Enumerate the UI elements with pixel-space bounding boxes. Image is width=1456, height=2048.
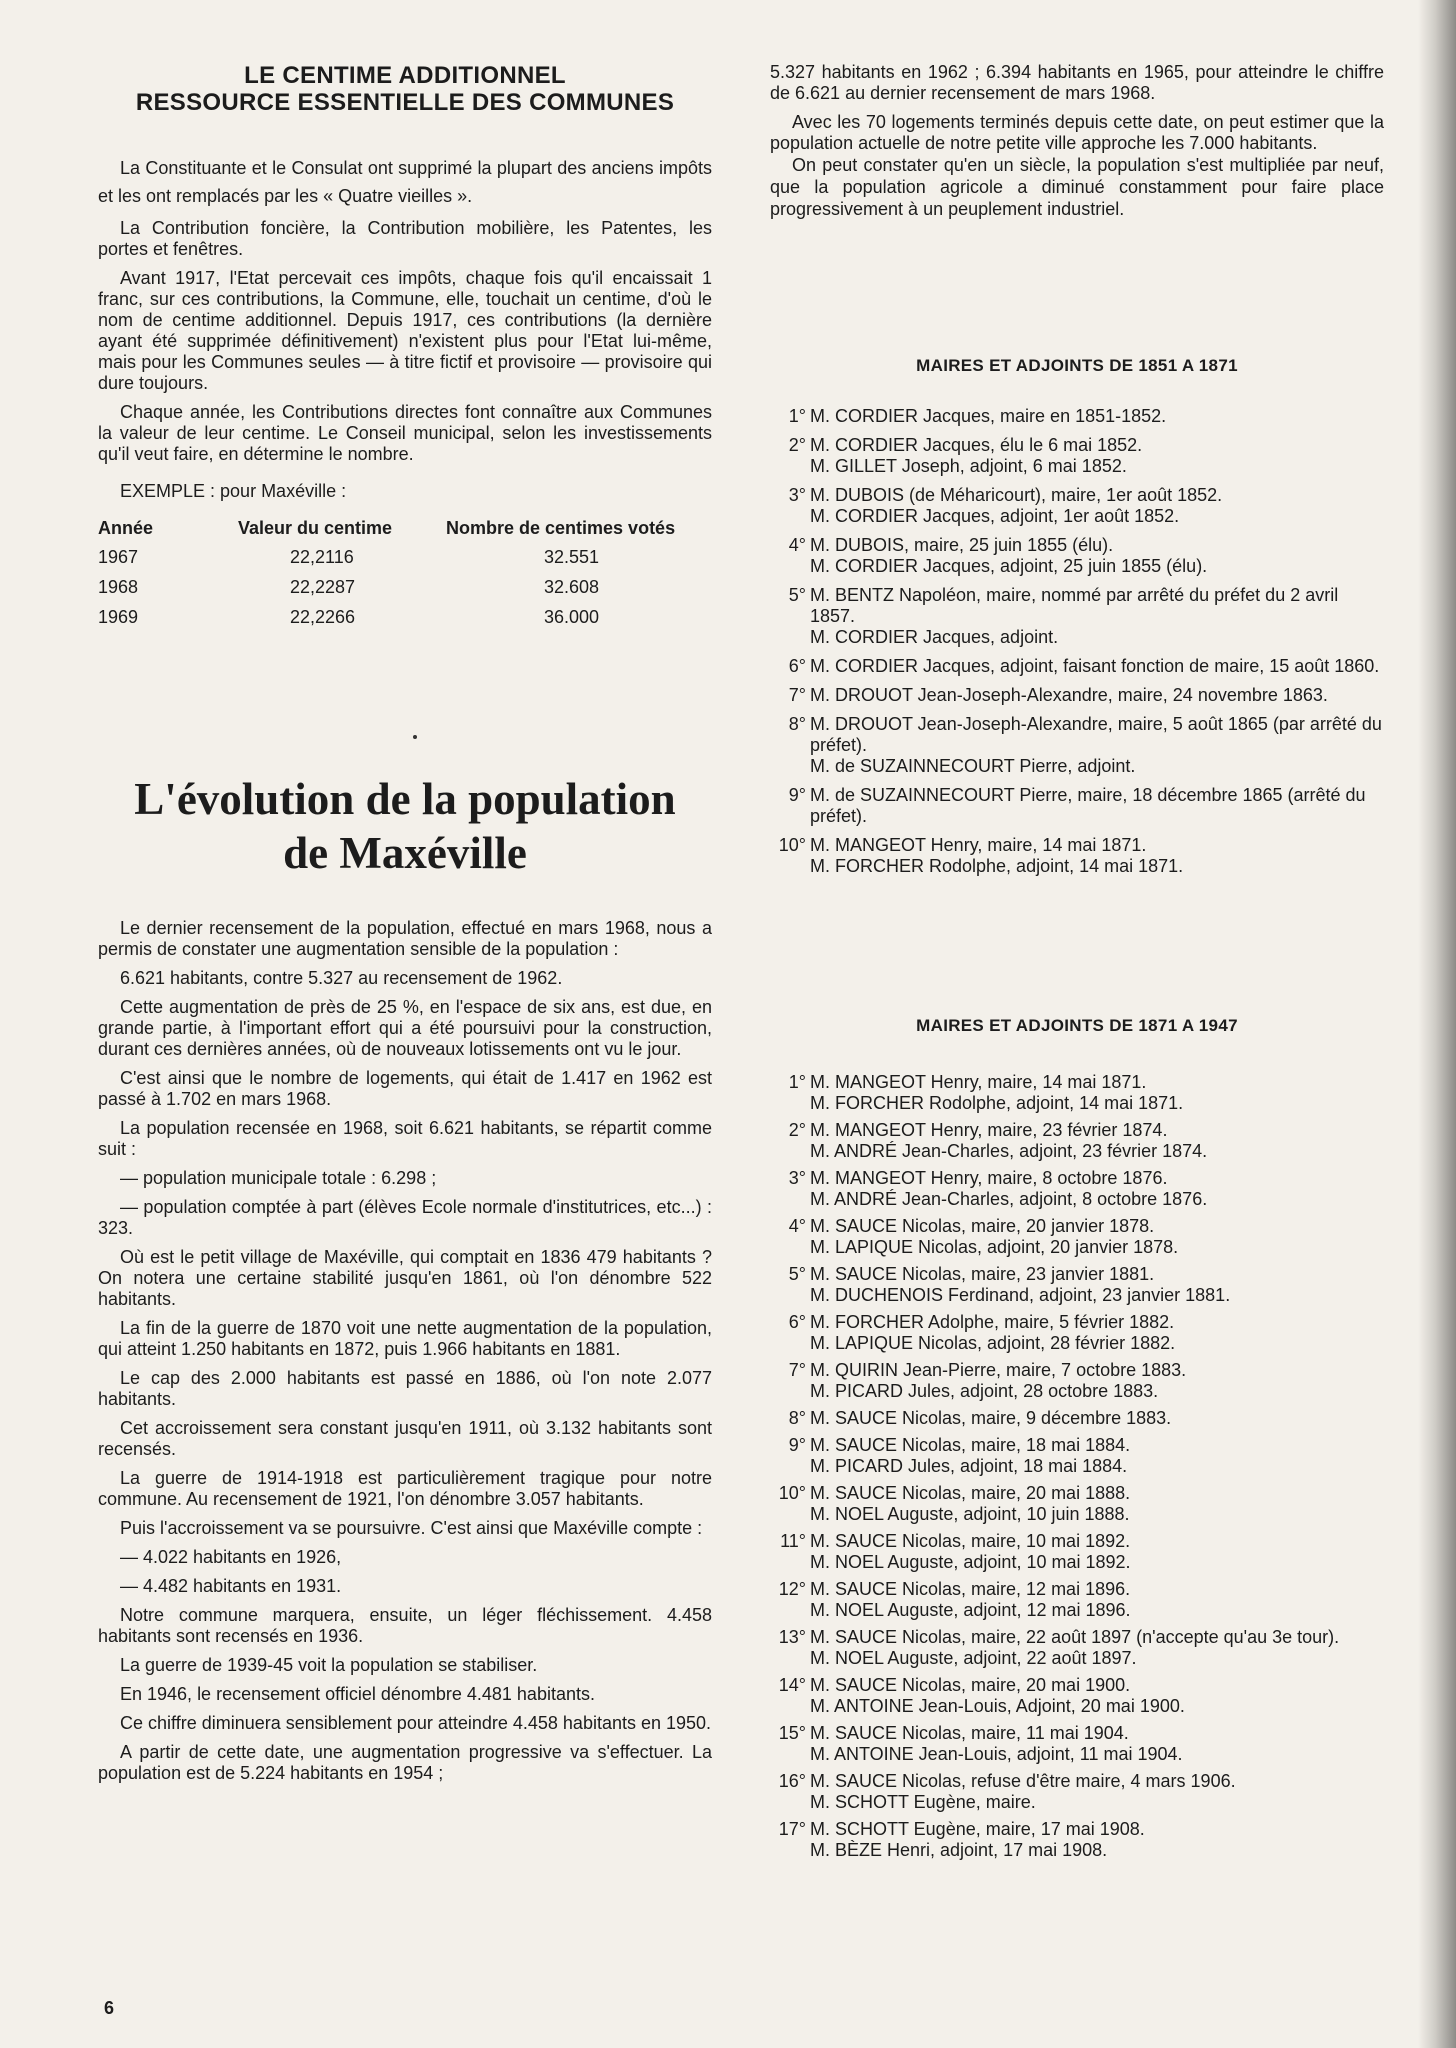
- entry-lines: [810, 785, 1384, 827]
- entry-line: M. CORDIER Jacques, adjoint, faisant fonction de maire, 15 août 1860.: [810, 656, 1380, 676]
- entry-number: 7°: [788, 1360, 806, 1380]
- entry-line: M. ANDRÉ Jean-Charles, adjoint, 8 octobre 1876.: [810, 1189, 1208, 1209]
- centime-title-line1: LE CENTIME ADDITIONNEL: [244, 62, 566, 89]
- entry-lines: [810, 835, 1384, 877]
- evolution-paragraph: La guerre de 1939-45 voit la population se stabiliser.: [120, 1655, 538, 1675]
- evolution-paragraph: Avec les 70 logements terminés depuis cette date, on peut estimer que la population actuelle de notre petite ville approche les 7.000 habitants.: [770, 112, 1384, 153]
- entry-lines: [810, 656, 1384, 677]
- table-cell: 1968: [98, 576, 139, 597]
- evolution-paragraph: A partir de cette date, une augmentation progressive va s'effectuer. La population est de 5.224 habitants en 1954 ;: [98, 1742, 712, 1783]
- entry-lines: [810, 1072, 1384, 1114]
- list-item: [770, 835, 1384, 877]
- list-item: [770, 435, 1384, 477]
- list-item: [770, 714, 1384, 777]
- entry-line: M. LAPIQUE Nicolas, adjoint, 28 février 1882.: [810, 1333, 1176, 1353]
- entry-line: M. MANGEOT Henry, maire, 14 mai 1871.: [810, 1072, 1147, 1092]
- entry-line: M. PICARD Jules, adjoint, 28 octobre 1883.: [810, 1381, 1159, 1401]
- list-item: [770, 1072, 1384, 1114]
- entry-lines: [810, 435, 1384, 477]
- list-item: [770, 1360, 1384, 1402]
- entry-line: M. SAUCE Nicolas, maire, 20 janvier 1878.: [810, 1216, 1155, 1236]
- evolution-paragraph: Cet accroissement sera constant jusqu'en 1911, où 3.132 habitants sont recensés.: [98, 1418, 712, 1459]
- centime-paragraph: Chaque année, les Contributions directes font connaître aux Communes la valeur de leur centime. Le Conseil municipal, selon les investissements qu'il veut faire, en détermine le nombre.: [98, 402, 712, 464]
- table-cell: 22,2266: [290, 606, 356, 627]
- entry-lines: [810, 1120, 1384, 1162]
- entry-line: M. CORDIER Jacques, élu le 6 mai 1852.: [810, 435, 1143, 455]
- entry-number: 5°: [788, 585, 806, 605]
- entry-lines: [810, 585, 1384, 648]
- entry-lines: [810, 1168, 1384, 1210]
- list-item: [770, 1819, 1384, 1861]
- entry-lines: [810, 1819, 1384, 1861]
- entry-line: M. SAUCE Nicolas, maire, 18 mai 1884.: [810, 1435, 1131, 1455]
- table-cell: 1967: [98, 546, 139, 567]
- entry-line: M. SAUCE Nicolas, maire, 12 mai 1896.: [810, 1579, 1131, 1599]
- evolution-title: [98, 772, 712, 880]
- list-item: [770, 1723, 1384, 1765]
- entry-line: M. DUBOIS, maire, 25 juin 1855 (élu).: [810, 535, 1114, 555]
- evolution-paragraph: — population comptée à part (élèves Ecole normale d'institutrices, etc...) : 323.: [98, 1197, 712, 1238]
- entry-line: M. NOEL Auguste, adjoint, 22 août 1897.: [810, 1648, 1137, 1668]
- list-item: [770, 485, 1384, 527]
- evolution-paragraph: On peut constater qu'en un siècle, la population s'est multipliée par neuf, que la population agricole a diminué constamment pour faire place progressivement à un peuplement industriel.: [770, 155, 1384, 219]
- list-item: [770, 785, 1384, 827]
- entry-number: 2°: [788, 435, 806, 455]
- entry-line: M. DROUOT Jean-Joseph-Alexandre, maire, 24 novembre 1863.: [810, 685, 1328, 705]
- list-item: [770, 1120, 1384, 1162]
- entry-line: M. SAUCE Nicolas, maire, 20 mai 1900.: [810, 1675, 1131, 1695]
- entry-line: M. FORCHER Adolphe, maire, 5 février 1882.: [810, 1312, 1175, 1332]
- list-item: [770, 656, 1384, 677]
- entry-line: M. CORDIER Jacques, maire en 1851-1852.: [810, 406, 1167, 426]
- list-item: [770, 406, 1384, 427]
- table-header: Année: [98, 517, 154, 538]
- centime-body: [98, 154, 712, 632]
- entry-line: M. ANTOINE Jean-Louis, Adjoint, 20 mai 1900.: [810, 1696, 1185, 1716]
- entry-line: M. BÈZE Henri, adjoint, 17 mai 1908.: [810, 1840, 1108, 1860]
- table-row: [98, 602, 712, 632]
- entry-line: M. CORDIER Jacques, adjoint, 25 juin 1855 (élu).: [810, 556, 1208, 576]
- entry-line: M. NOEL Auguste, adjoint, 12 mai 1896.: [810, 1600, 1131, 1620]
- entry-number: 9°: [788, 785, 806, 805]
- list-item: [770, 1675, 1384, 1717]
- entry-lines: [810, 1723, 1384, 1765]
- centime-title-line2: RESSOURCE ESSENTIELLE DES COMMUNES: [135, 89, 675, 116]
- table-header: Valeur du centime: [238, 517, 393, 538]
- evolution-paragraph: Ce chiffre diminuera sensiblement pour atteindre 4.458 habitants en 1950.: [120, 1713, 712, 1733]
- centime-paragraph: Avant 1917, l'Etat percevait ces impôts, chaque fois qu'il encaissait 1 franc, sur ces contributions, la Commune, elle, touchait un centime, d'où le nom de centime additionnel. Depuis 1917, ces contributions (la dernière ayant été supprimée définitivement) n'existent plus pour l'Etat lui-même, mais pour les Communes seules — à titre fictif et provisoire — provisoire qui dure toujours.: [98, 268, 712, 393]
- entry-number: 15°: [778, 1723, 806, 1743]
- evolution-paragraph: 6.621 habitants, contre 5.327 au recensement de 1962.: [120, 968, 563, 988]
- entry-number: 1°: [788, 406, 806, 426]
- table-cell: 1969: [98, 606, 139, 627]
- entry-line: M. ANTOINE Jean-Louis, adjoint, 11 mai 1904.: [810, 1744, 1183, 1764]
- evolution-paragraph: Où est le petit village de Maxéville, qui comptait en 1836 479 habitants ? On notera une certaine stabilité jusqu'en 1861, où l'on dénombre 522 habitants.: [98, 1247, 712, 1309]
- evolution-paragraph: — population municipale totale : 6.298 ;: [120, 1168, 437, 1188]
- evolution-paragraph: Puis l'accroissement va se poursuivre. C'est ainsi que Maxéville compte :: [120, 1518, 703, 1538]
- entry-number: 14°: [778, 1675, 806, 1695]
- entry-lines: [810, 1408, 1384, 1429]
- entry-line: M. CORDIER Jacques, adjoint, 1er août 1852.: [810, 506, 1180, 526]
- table-cell: 32.608: [544, 576, 600, 597]
- mayors-1851-title: MAIRES ET ADJOINTS DE 1851 A 1871: [916, 356, 1238, 375]
- entry-line: M. CORDIER Jacques, adjoint.: [810, 627, 1059, 647]
- mayors-1851-section: [770, 356, 1384, 877]
- entry-line: M. SAUCE Nicolas, maire, 11 mai 1904.: [810, 1723, 1129, 1743]
- entry-line: M. DUBOIS (de Méharicourt), maire, 1er août 1852.: [810, 485, 1223, 505]
- entry-number: 17°: [778, 1819, 806, 1839]
- centime-paragraph: La Constituante et le Consulat ont supprimé la plupart des anciens impôts et les ont remplacés par les « Quatre vieilles ».: [98, 158, 712, 206]
- table-header-row: [98, 514, 712, 542]
- list-item: [770, 1168, 1384, 1210]
- centime-title: [98, 62, 712, 116]
- mayors-1871-title: MAIRES ET ADJOINTS DE 1871 A 1947: [916, 1016, 1238, 1035]
- entry-number: 6°: [788, 1312, 806, 1332]
- entry-line: M. SAUCE Nicolas, refuse d'être maire, 4 mars 1906.: [810, 1771, 1236, 1791]
- evolution-paragraph: En 1946, le recensement officiel dénombre 4.481 habitants.: [120, 1684, 595, 1704]
- entry-number: 3°: [788, 485, 806, 505]
- entry-line: M. SCHOTT Eugène, maire.: [810, 1792, 1036, 1812]
- entry-lines: [810, 1771, 1384, 1813]
- entry-number: 10°: [778, 835, 806, 855]
- evolution-body: [98, 918, 712, 1784]
- entry-lines: [810, 406, 1384, 427]
- entry-line: M. FORCHER Rodolphe, adjoint, 14 mai 1871.: [810, 1093, 1184, 1113]
- entry-line: M. MANGEOT Henry, maire, 14 mai 1871.: [810, 835, 1147, 855]
- entry-line: M. PICARD Jules, adjoint, 18 mai 1884.: [810, 1456, 1128, 1476]
- list-item: [770, 1771, 1384, 1813]
- entry-line: M. GILLET Joseph, adjoint, 6 mai 1852.: [810, 456, 1127, 476]
- table-cell: 22,2287: [290, 576, 356, 597]
- list-item: [770, 685, 1384, 706]
- entry-number: 16°: [778, 1771, 806, 1791]
- centime-table: [98, 514, 712, 632]
- entry-lines: [810, 1264, 1384, 1306]
- entry-line: M. BENTZ Napoléon, maire, nommé par arrêté du préfet du 2 avril 1857.: [810, 585, 1339, 626]
- list-item: [770, 1579, 1384, 1621]
- mayors-1871-section: [770, 1016, 1384, 1861]
- list-item: [770, 535, 1384, 577]
- entry-lines: [810, 1312, 1384, 1354]
- entry-line: M. NOEL Auguste, adjoint, 10 mai 1892.: [810, 1552, 1131, 1572]
- entry-line: M. SAUCE Nicolas, maire, 9 décembre 1883.: [810, 1408, 1172, 1428]
- entry-number: 4°: [788, 1216, 806, 1236]
- evolution-continued: [770, 62, 1384, 220]
- list-item: [770, 1483, 1384, 1525]
- entry-number: 8°: [788, 1408, 806, 1428]
- entry-line: M. SAUCE Nicolas, maire, 23 janvier 1881.: [810, 1264, 1155, 1284]
- list-item: [770, 1627, 1384, 1669]
- entry-number: 12°: [778, 1579, 806, 1599]
- entry-line: M. LAPIQUE Nicolas, adjoint, 20 janvier 1878.: [810, 1237, 1179, 1257]
- centime-paragraph: La Contribution foncière, la Contribution mobilière, les Patentes, les portes et fenêtres.: [98, 218, 712, 259]
- entry-line: M. SAUCE Nicolas, maire, 10 mai 1892.: [810, 1531, 1131, 1551]
- entry-line: M. ANDRÉ Jean-Charles, adjoint, 23 février 1874.: [810, 1141, 1208, 1161]
- evolution-paragraph: Notre commune marquera, ensuite, un léger fléchissement. 4.458 habitants sont recensés en 1936.: [98, 1605, 712, 1646]
- table-cell: 32.551: [544, 546, 600, 567]
- entry-number: 3°: [788, 1168, 806, 1188]
- page-edge-shadow: [1418, 0, 1456, 2048]
- mayors-1871-list: [770, 1072, 1384, 1861]
- entry-line: M. DUCHENOIS Ferdinand, adjoint, 23 janvier 1881.: [810, 1285, 1231, 1305]
- entry-lines: [810, 1360, 1384, 1402]
- list-item: [770, 1531, 1384, 1573]
- list-item: [770, 1264, 1384, 1306]
- entry-number: 2°: [788, 1120, 806, 1140]
- evolution-paragraph: Le dernier recensement de la population, effectué en mars 1968, nous a permis de constater une augmentation sensible de la population :: [98, 918, 712, 959]
- evolution-paragraph: — 4.482 habitants en 1931.: [120, 1576, 342, 1596]
- entry-number: 8°: [788, 714, 806, 734]
- entry-number: 4°: [788, 535, 806, 555]
- evolution-paragraph: La guerre de 1914-1918 est particulièrement tragique pour notre commune. Au recensement de 1921, l'on dénombre 3.057 habitants.: [98, 1468, 712, 1509]
- entry-number: 10°: [778, 1483, 806, 1503]
- entry-number: 13°: [778, 1627, 806, 1647]
- list-item: [770, 1408, 1384, 1429]
- list-item: [770, 1435, 1384, 1477]
- entry-number: 6°: [788, 656, 806, 676]
- evolution-paragraph: Le cap des 2.000 habitants est passé en 1886, où l'on note 2.077 habitants.: [98, 1368, 712, 1409]
- evolution-paragraph: La population recensée en 1968, soit 6.621 habitants, se répartit comme suit :: [98, 1118, 712, 1159]
- entry-line: M. de SUZAINNECOURT Pierre, adjoint.: [810, 756, 1136, 776]
- evolution-paragraph: 5.327 habitants en 1962 ; 6.394 habitants en 1965, pour atteindre le chiffre de 6.621 au dernier recensement de mars 1968.: [770, 62, 1384, 103]
- evolution-paragraph: — 4.022 habitants en 1926,: [120, 1547, 342, 1567]
- table-row: [98, 572, 712, 602]
- entry-line: M. MANGEOT Henry, maire, 23 février 1874.: [810, 1120, 1168, 1140]
- page-number: 6: [104, 1998, 115, 2018]
- list-item: [770, 585, 1384, 648]
- entry-line: M. MANGEOT Henry, maire, 8 octobre 1876.: [810, 1168, 1168, 1188]
- entry-line: M. FORCHER Rodolphe, adjoint, 14 mai 1871.: [810, 856, 1184, 876]
- entry-lines: [810, 535, 1384, 577]
- list-item: [770, 1216, 1384, 1258]
- entry-line: M. SCHOTT Eugène, maire, 17 mai 1908.: [810, 1819, 1145, 1839]
- example-label: EXEMPLE : pour Maxéville :: [120, 481, 347, 501]
- entry-number: 11°: [780, 1531, 806, 1551]
- entry-lines: [810, 1579, 1384, 1621]
- entry-lines: [810, 714, 1384, 777]
- evolution-paragraph: Cette augmentation de près de 25 %, en l'espace de six ans, est due, en grande partie, à l'important effort qui a été poursuivi pour la construction, durant ces dernières années, où de nouveaux lotissements ont vu le jour.: [98, 997, 712, 1059]
- table-cell: 36.000: [544, 606, 600, 627]
- entry-lines: [810, 685, 1384, 706]
- entry-line: M. DROUOT Jean-Joseph-Alexandre, maire, 5 août 1865 (par arrêté du préfet).: [810, 714, 1382, 755]
- evolution-paragraph: C'est ainsi que le nombre de logements, qui était de 1.417 en 1962 est passé à 1.702 en mars 1968.: [98, 1068, 712, 1109]
- separator-dot: [413, 735, 417, 739]
- table-header: Nombre de centimes votés: [446, 517, 676, 538]
- entry-line: M. SAUCE Nicolas, maire, 22 août 1897 (n'accepte qu'au 3e tour).: [810, 1627, 1340, 1647]
- entry-line: M. QUIRIN Jean-Pierre, maire, 7 octobre 1883.: [810, 1360, 1187, 1380]
- entry-lines: [810, 1531, 1384, 1573]
- entry-line: M. de SUZAINNECOURT Pierre, maire, 18 décembre 1865 (arrêté du préfet).: [810, 785, 1366, 826]
- evolution-title-line2: de Maxéville: [283, 828, 527, 878]
- entry-number: 5°: [788, 1264, 806, 1284]
- entry-lines: [810, 485, 1384, 527]
- entry-lines: [810, 1435, 1384, 1477]
- mayors-1851-list: [770, 406, 1384, 877]
- evolution-paragraph: La fin de la guerre de 1870 voit une nette augmentation de la population, qui atteint 1.250 habitants en 1872, puis 1.966 habitants en 1881.: [98, 1318, 712, 1359]
- entry-number: 1°: [788, 1072, 806, 1092]
- entry-line: M. NOEL Auguste, adjoint, 10 juin 1888.: [810, 1504, 1130, 1524]
- table-cell: 22,2116: [290, 546, 354, 567]
- entry-number: 9°: [788, 1435, 806, 1455]
- entry-lines: [810, 1216, 1384, 1258]
- evolution-title-line1: L'évolution de la population: [134, 774, 676, 824]
- entry-lines: [810, 1483, 1384, 1525]
- table-row: [98, 542, 712, 572]
- entry-line: M. SAUCE Nicolas, maire, 20 mai 1888.: [810, 1483, 1131, 1503]
- entry-lines: [810, 1627, 1384, 1669]
- entry-number: 7°: [788, 685, 806, 705]
- list-item: [770, 1312, 1384, 1354]
- entry-lines: [810, 1675, 1384, 1717]
